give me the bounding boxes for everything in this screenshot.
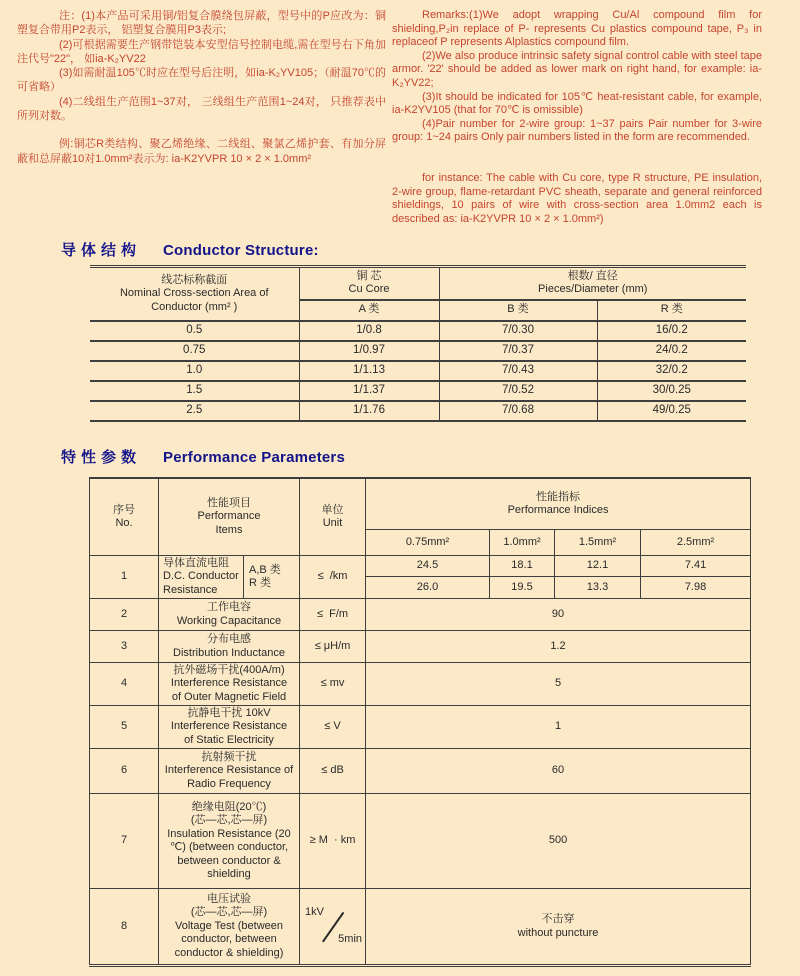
- cell-item: 抗外磁场干扰(400A/m) Interference Resistance of Outer Magnetic Field: [159, 663, 300, 706]
- cell-no: 6: [90, 749, 159, 794]
- header-size-075: 0.75mm²: [366, 530, 490, 556]
- cell-no: 2: [90, 599, 159, 631]
- cell-value: 7.41: [641, 556, 751, 577]
- cell-class-b: 7/0.30: [439, 321, 597, 341]
- cell-class-r: 30/0.25: [597, 381, 746, 401]
- cell-unit: ≤ mv: [300, 663, 366, 706]
- header-size-15: 1.5mm²: [555, 530, 641, 556]
- unit-kv: 1kV: [305, 905, 324, 918]
- note-cn-4: (4)二线组生产范围1~37对， 三线组生产范围1~24对， 只推荐表中所列对数。: [17, 95, 386, 123]
- header-size-25: 2.5mm²: [641, 530, 751, 556]
- cell-unit: ≤ F/m: [300, 599, 366, 631]
- cell-area: 0.75: [90, 341, 299, 361]
- cell-class-r: 16/0.2: [597, 321, 746, 341]
- cell-no: 5: [90, 706, 159, 749]
- cell-value: 5: [366, 663, 751, 706]
- conductor-row: [90, 401, 746, 421]
- cell-item: 工作电容 Working Capacitance: [159, 599, 300, 631]
- cell-item: 分布电感 Distribution Inductance: [159, 631, 300, 663]
- note-cn-1: 注：(1)本产品可采用铜/铝复合膜绕包屏蔽，型号中的P应改为：铜塑复合带用P2表示， 铝塑复合膜用P3表示;: [17, 10, 386, 37]
- cell-class-b: 7/0.68: [439, 401, 597, 421]
- note-en-1: Remarks:(1)We adopt wrapping Cu/Al compound film for shielding,P₂in replace of P- represents Cu plastics compound tape, P₃ in replaceof P represents Alplastics compound film.: [392, 9, 762, 49]
- cell-class-a: 1/1.37: [299, 381, 439, 401]
- conductor-heading-en: Conductor Structure:: [163, 242, 319, 259]
- cell-value: 19.5: [490, 577, 555, 599]
- cell-area: 2.5: [90, 401, 299, 421]
- note-en-4: (4)Pair number for 2-wire group: 1~37 pairs Pair number for 3-wire group: 1~24 pairs Only pair numbers listed in the form are recommended.: [392, 117, 762, 144]
- cell-no: 8: [90, 889, 159, 966]
- cell-value: 12.1: [555, 556, 641, 577]
- perf-heading-zh: 特性参数: [61, 449, 142, 466]
- perf-row-6: [90, 749, 751, 794]
- cell-unit-voltage: [300, 889, 366, 966]
- cell-class-r: 49/0.25: [597, 401, 746, 421]
- cell-class-a: 1/1.13: [299, 361, 439, 381]
- cell-area: 1.0: [90, 361, 299, 381]
- cell-class-a: 1/0.8: [299, 321, 439, 341]
- cell-value: 7.98: [641, 577, 751, 599]
- conductor-row: [90, 381, 746, 401]
- cell-item-class: A,B 类 R 类: [244, 556, 300, 599]
- header-class-b: B 类: [439, 300, 597, 321]
- header-performance-items: 性能项目 Performance Items: [159, 478, 300, 556]
- cell-area: 0.5: [90, 321, 299, 341]
- cell-value: 18.1: [490, 556, 555, 577]
- header-nominal-area: 线芯标称截面 Nominal Cross-section Area of Conductor (mm² ): [90, 267, 299, 321]
- cell-no: 4: [90, 663, 159, 706]
- header-no: 序号 No.: [90, 478, 159, 556]
- cell-no: 7: [90, 794, 159, 889]
- cell-class-a: 1/0.97: [299, 341, 439, 361]
- header-size-10: 1.0mm²: [490, 530, 555, 556]
- notes-english: [392, 9, 762, 226]
- cell-item: 抗射频干扰 Interference Resistance of Radio Frequency: [159, 749, 300, 794]
- cell-class-b: 7/0.37: [439, 341, 597, 361]
- unit-5min: 5min: [338, 933, 363, 945]
- conductor-heading-zh: 导体结构: [61, 242, 142, 259]
- conductor-row: [90, 341, 746, 361]
- cell-value: 26.0: [366, 577, 490, 599]
- cell-value: 24.5: [366, 556, 490, 577]
- note-cn-3: (3)如需耐温105℃时应在型号后注明，如ia-K₂YV105；（耐温70℃的可省略）: [17, 67, 386, 94]
- perf-row-3: [90, 631, 751, 663]
- cell-item: 抗静电干扰 10kV Interference Resistance of Static Electricity: [159, 706, 300, 749]
- note-en-instance: for instance: The cable with Cu core, type R structure, PE insulation, 2-wire group, flame-retardant PVC sheath, separate and general reinforced shieldings, 10 pairs of wire with cross-section area 1.0mm2 each is described as: ia-K2YVPR 10 × 2 × 1.0mm²): [392, 171, 762, 225]
- performance-parameters-heading: [61, 446, 345, 467]
- cell-value: 不击穿 without puncture: [366, 889, 751, 966]
- cell-item: 导体直流电阻 D.C. Conductor Resistance: [159, 556, 244, 599]
- note-cn-2: (2)可根据需要生产钢带铠装本安型信号控制电缆,需在型号右下角加注代号"22"， 如ia-K₂YV22: [17, 38, 386, 65]
- cell-class-r: 24/0.2: [597, 341, 746, 361]
- cell-unit: ≤ V: [300, 706, 366, 749]
- cell-unit: ≤ μH/m: [300, 631, 366, 663]
- cell-value: 1: [366, 706, 751, 749]
- cell-class-a: 1/1.76: [299, 401, 439, 421]
- notes-chinese: [17, 9, 386, 166]
- cell-value: 60: [366, 749, 751, 794]
- header-class-r: R 类: [597, 300, 746, 321]
- cell-value: 500: [366, 794, 751, 889]
- note-en-2: (2)We also produce intrinsic safety signal control cable with steel tape armor. '22' should be added as lower mark on right hand, for example: ia-K₂YV22;: [392, 49, 762, 89]
- header-pieces-diameter: 根数/ 直径 Pieces/Diameter (mm): [439, 267, 746, 300]
- cell-value: 90: [366, 599, 751, 631]
- perf-row-2: [90, 599, 751, 631]
- note-cn-example: 例:铜芯R类结构、聚乙烯绝缘、二线组、聚氯乙烯护套、有加分屏蔽和总屏蔽10对1.0mm²表示为: ia-K2YVPR 10 × 2 × 1.0mm²: [17, 138, 386, 165]
- conductor-row: [90, 321, 746, 341]
- cell-class-b: 7/0.43: [439, 361, 597, 381]
- note-en-3: (3)It should be indicated for 105℃ heat-resistant cable, for example, ia-K2YV105 (that for 70℃ is omissible): [392, 90, 762, 117]
- voltage-per-time-unit: [302, 898, 363, 956]
- cell-no: 1: [90, 556, 159, 599]
- cell-value: 1.2: [366, 631, 751, 663]
- conductor-structure-heading: [61, 239, 319, 260]
- cell-unit: ≤ dB: [300, 749, 366, 794]
- perf-row-1: [90, 556, 751, 577]
- header-performance-indices: 性能指标 Performance Indices: [366, 478, 751, 530]
- conductor-row: [90, 361, 746, 381]
- perf-row-4: [90, 663, 751, 706]
- cell-unit: ≥ M · km: [300, 794, 366, 889]
- conductor-structure-table: [90, 265, 746, 422]
- cell-unit: ≤ /km: [300, 556, 366, 599]
- header-class-a: A 类: [299, 300, 439, 321]
- cell-value: 13.3: [555, 577, 641, 599]
- cell-item: 电压试验 (芯—芯,芯—屏) Voltage Test (between conductor, between conductor & shielding): [159, 889, 300, 966]
- cell-area: 1.5: [90, 381, 299, 401]
- cell-class-r: 32/0.2: [597, 361, 746, 381]
- header-unit: 单位 Unit: [300, 478, 366, 556]
- cell-item: 绝缘电阻(20℃) (芯—芯,芯—屏) Insulation Resistance (20 ℃) (between conductor, between conductor & shielding: [159, 794, 300, 889]
- performance-parameters-table: [89, 477, 751, 967]
- perf-heading-en: Performance Parameters: [163, 449, 346, 466]
- cell-no: 3: [90, 631, 159, 663]
- perf-row-5: [90, 706, 751, 749]
- perf-row-8: [90, 889, 751, 966]
- header-cu-core: 铜 芯 Cu Core: [299, 267, 439, 300]
- perf-row-7: [90, 794, 751, 889]
- cell-class-b: 7/0.52: [439, 381, 597, 401]
